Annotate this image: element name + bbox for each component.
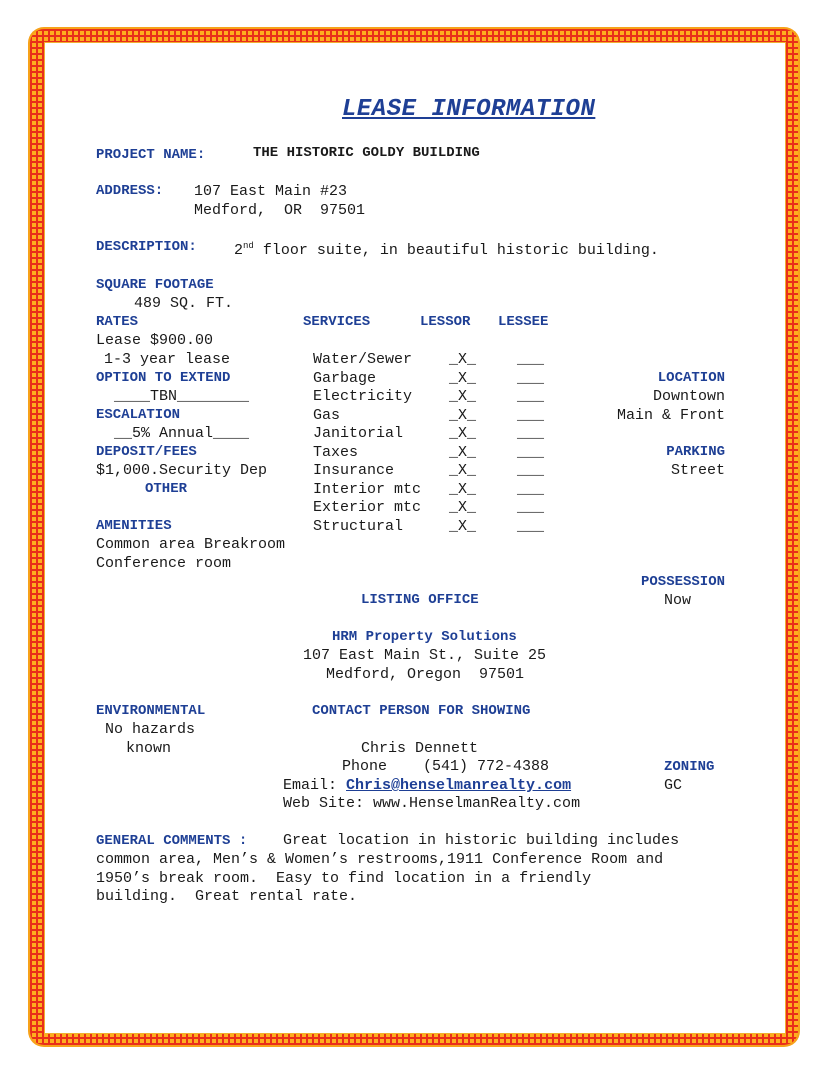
service-lessee-mark: ___: [517, 369, 545, 387]
page-title: LEASE INFORMATION: [342, 96, 596, 123]
service-lessee-mark: ___: [517, 517, 545, 535]
option-to-extend-value: ____TBN________: [114, 388, 250, 405]
contact-name: Chris Dennett: [361, 740, 479, 757]
service-lessor-mark: _X_: [449, 443, 477, 461]
comments-line2: common area, Men’s & Women’s restrooms,1911 Conference Room and: [96, 851, 664, 868]
square-footage-label: SQUARE FOOTAGE: [96, 277, 214, 293]
service-name: Structural: [313, 517, 404, 535]
parking-value: Street: [670, 462, 725, 479]
service-lessor-mark: _X_: [449, 351, 477, 368]
service-name: Exterior mtc: [313, 499, 422, 516]
service-lessee-mark: ___: [517, 443, 545, 461]
contact-phone: Phone (541) 772-4388: [342, 758, 550, 775]
rates-label: RATES: [96, 314, 139, 330]
zoning-value: GC: [664, 777, 683, 794]
email-link[interactable]: Chris@henselmanrealty.com: [346, 777, 572, 794]
description-value: 2nd floor suite, in beautiful historic building.: [234, 241, 659, 259]
possession-value: Now: [664, 592, 692, 609]
comments-line3: 1950’s break room. Easy to find location in a friendly: [96, 870, 592, 887]
service-lessor-mark: _X_: [449, 425, 477, 442]
service-lessor-mark: _X_: [449, 480, 477, 498]
contact-label: CONTACT PERSON FOR SHOWING: [312, 703, 531, 719]
service-lessee-mark: ___: [517, 425, 545, 442]
service-lessor-mark: _X_: [449, 499, 477, 516]
environmental-label: ENVIRONMENTAL: [96, 703, 206, 719]
contact-website: Web Site: www.HenselmanRealty.com: [283, 795, 581, 812]
amenities-line2: Conference room: [96, 555, 232, 572]
listing-office-line1: 107 East Main St., Suite 25: [303, 647, 547, 664]
option-to-extend-label: OPTION TO EXTEND: [96, 370, 231, 386]
service-lessor-mark: _X_: [449, 388, 477, 405]
lessor-header: LESSOR: [420, 314, 471, 330]
contact-email: Email: Chris@henselmanrealty.com: [283, 777, 572, 794]
other-label: OTHER: [145, 481, 188, 497]
service-name: Garbage: [313, 369, 377, 387]
escalation-value: __5% Annual____: [114, 425, 250, 442]
rates-line2: 1-3 year lease: [104, 351, 231, 368]
location-line1: Downtown: [652, 388, 725, 405]
service-name: Gas: [313, 406, 341, 424]
listing-office-line2: Medford, Oregon 97501: [326, 666, 525, 683]
service-name: Water/Sewer: [313, 351, 413, 368]
service-name: Janitorial: [313, 425, 404, 442]
service-lessor-mark: _X_: [449, 517, 477, 535]
environmental-line1: No hazards: [105, 721, 196, 738]
service-lessee-mark: ___: [517, 480, 545, 498]
listing-office-label: LISTING OFFICE: [361, 592, 479, 608]
website-link[interactable]: www.HenselmanRealty.com: [373, 795, 581, 812]
lessee-header: LESSEE: [498, 314, 549, 330]
listing-office-name: HRM Property Solutions: [332, 629, 517, 645]
service-lessor-mark: _X_: [449, 369, 477, 387]
services-header: SERVICES: [303, 314, 371, 330]
amenities-line1: Common area Breakroom: [96, 536, 286, 553]
location-label: LOCATION: [657, 370, 725, 386]
service-name: Electricity: [313, 388, 413, 405]
environmental-line2: known: [126, 740, 172, 757]
service-lessee-mark: ___: [517, 499, 545, 516]
rates-line1: Lease $900.00: [96, 332, 214, 349]
parking-label: PARKING: [666, 444, 725, 460]
deposit-label: DEPOSIT/FEES: [96, 444, 197, 460]
service-lessee-mark: ___: [517, 388, 545, 405]
escalation-label: ESCALATION: [96, 407, 181, 423]
project-name-label: PROJECT NAME:: [96, 147, 206, 163]
zoning-label: ZONING: [664, 759, 715, 775]
service-lessee-mark: ___: [517, 462, 545, 479]
description-label: DESCRIPTION:: [96, 239, 197, 255]
comments-line4: building. Great rental rate.: [96, 888, 358, 905]
possession-label: POSSESSION: [640, 574, 725, 590]
deposit-value: $1,000.Security Dep: [96, 462, 268, 479]
address-line2: Medford, OR 97501: [194, 202, 366, 219]
service-lessor-mark: _X_: [449, 406, 477, 424]
service-name: Taxes: [313, 443, 359, 461]
square-footage-value: 489 SQ. FT.: [134, 295, 234, 312]
comments-line1: Great location in historic building includes: [274, 832, 680, 849]
service-lessor-mark: _X_: [449, 462, 477, 479]
service-lessee-mark: ___: [517, 406, 545, 424]
general-comments-label: GENERAL COMMENTS :: [96, 833, 248, 849]
amenities-label: AMENITIES: [96, 518, 172, 534]
service-lessee-mark: ___: [517, 351, 545, 368]
address-line1: 107 East Main #23: [194, 183, 348, 200]
location-line2: Main & Front: [616, 407, 725, 424]
project-name-value: THE HISTORIC GOLDY BUILDING: [253, 145, 480, 161]
service-name: Insurance: [313, 462, 395, 479]
service-name: Interior mtc: [313, 480, 422, 498]
address-label: ADDRESS:: [96, 183, 164, 199]
